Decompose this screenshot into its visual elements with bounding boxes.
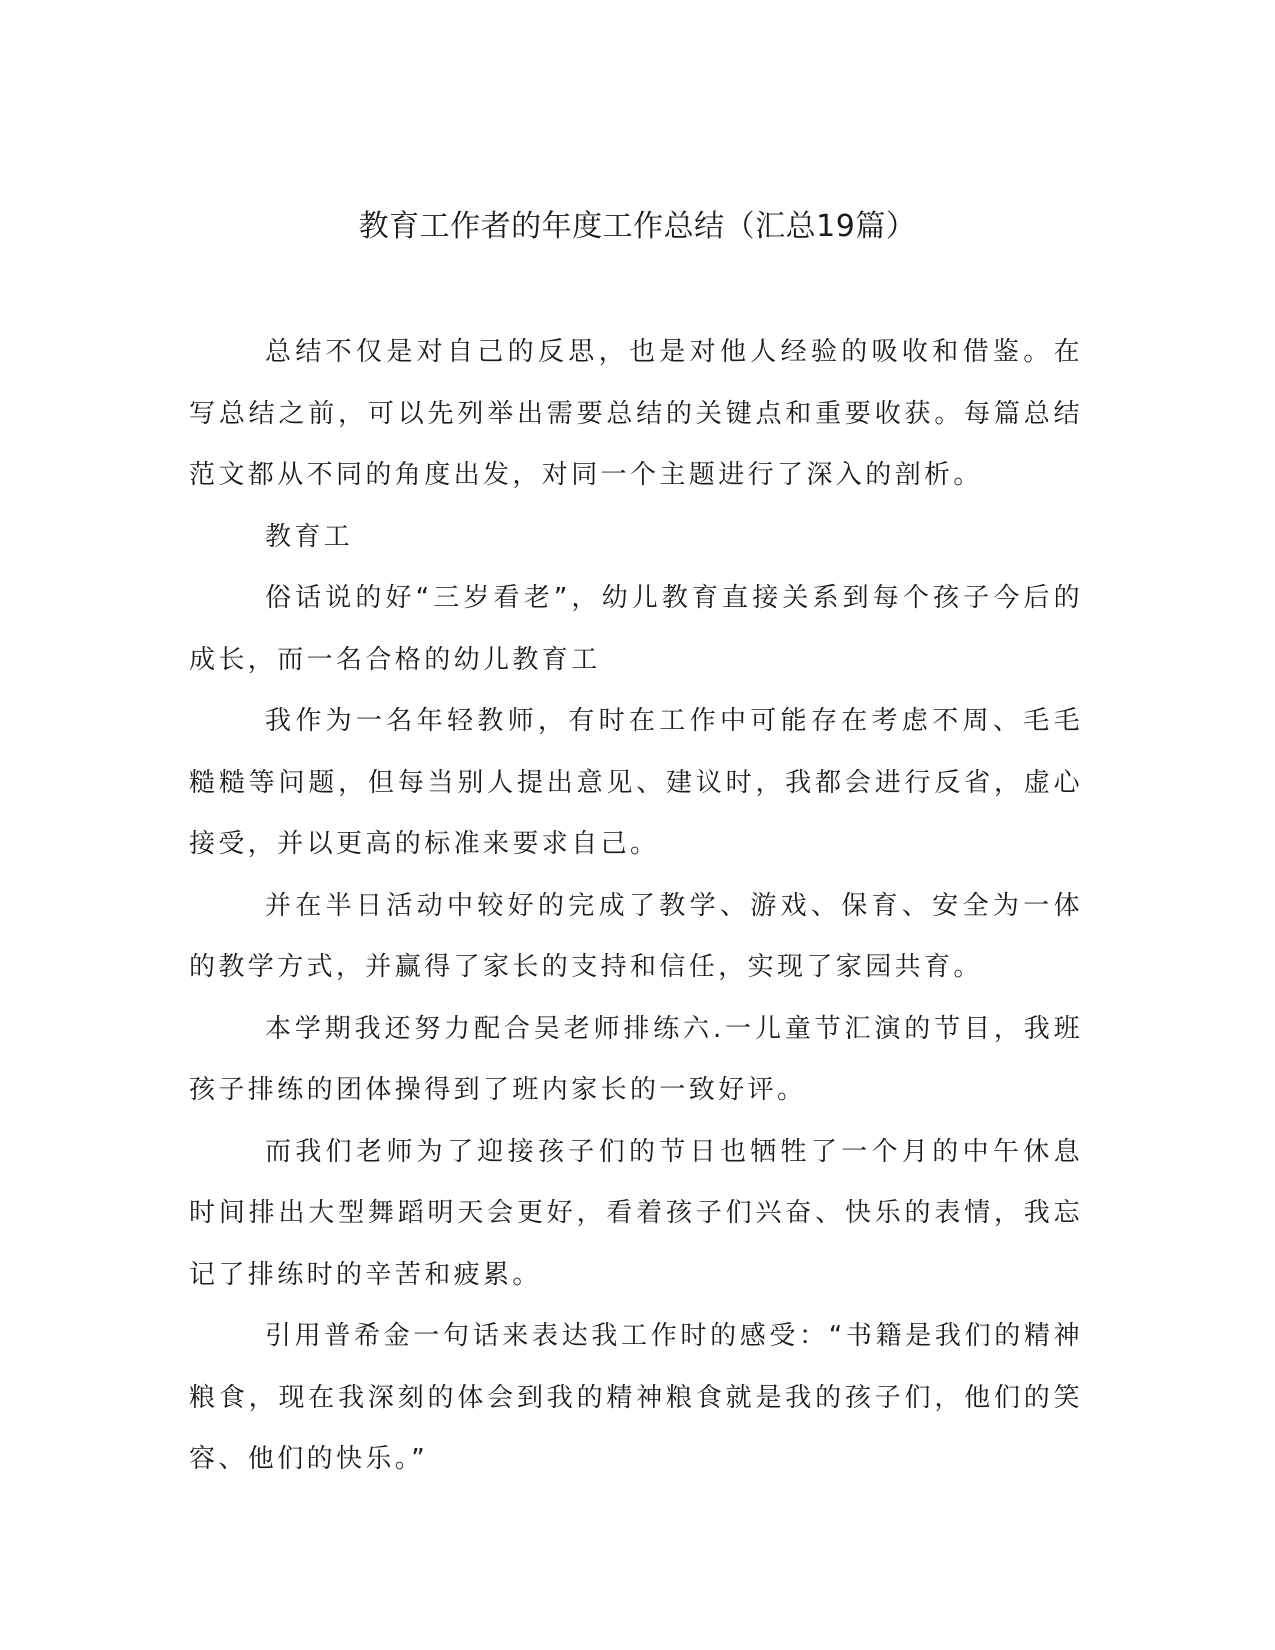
document-title: 教育工作者的年度工作总结（汇总19篇）: [358, 209, 917, 244]
paragraph-intro: 总结不仅是对自己的反思，也是对他人经验的吸收和借鉴。在写总结之前，可以先列举出需要总结的关键点和重要收获。每篇总结范文都从不同的角度出发，对同一个主题进行了深入的剖析。: [189, 337, 1083, 490]
paragraph-sacrifice: 而我们老师为了迎接孩子们的节日也牺牲了一个月的中午休息时间排出大型舞蹈明天会更好，看着孩子们兴奋、快乐的表情，我忘记了排练时的辛苦和疲累。: [189, 1136, 1083, 1290]
paragraph-proverb: 俗话说的好“三岁看老”，幼儿教育直接关系到每个孩子今后的成长，而一名合格的幼儿教育工: [189, 583, 1083, 675]
paragraph-young-teacher: 我作为一名年轻教师，有时在工作中可能存在考虑不周、毛毛糙糙等问题，但每当别人提出意见、建议时，我都会进行反省，虚心接受，并以更高的标准来要求自己。: [189, 706, 1083, 859]
paragraph-quote: 引用普希金一句话来表达我工作时的感受：“书籍是我们的精神粮食，现在我深刻的体会到我的精神粮食就是我的孩子们，他们的笑容、他们的快乐。”: [189, 1321, 1083, 1474]
paragraph-heading-fragment: 教育工: [265, 521, 354, 552]
paragraph-performance: 本学期我还努力配合吴老师排练六.一儿童节汇演的节目，我班孩子排练的团体操得到了班内家长的一致好评。: [189, 1013, 1083, 1105]
paragraph-half-day-activity: 并在半日活动中较好的完成了教学、游戏、保育、安全为一体的教学方式，并赢得了家长的支持和信任，实现了家园共育。: [189, 890, 1083, 982]
document-body: [189, 322, 1083, 1491]
